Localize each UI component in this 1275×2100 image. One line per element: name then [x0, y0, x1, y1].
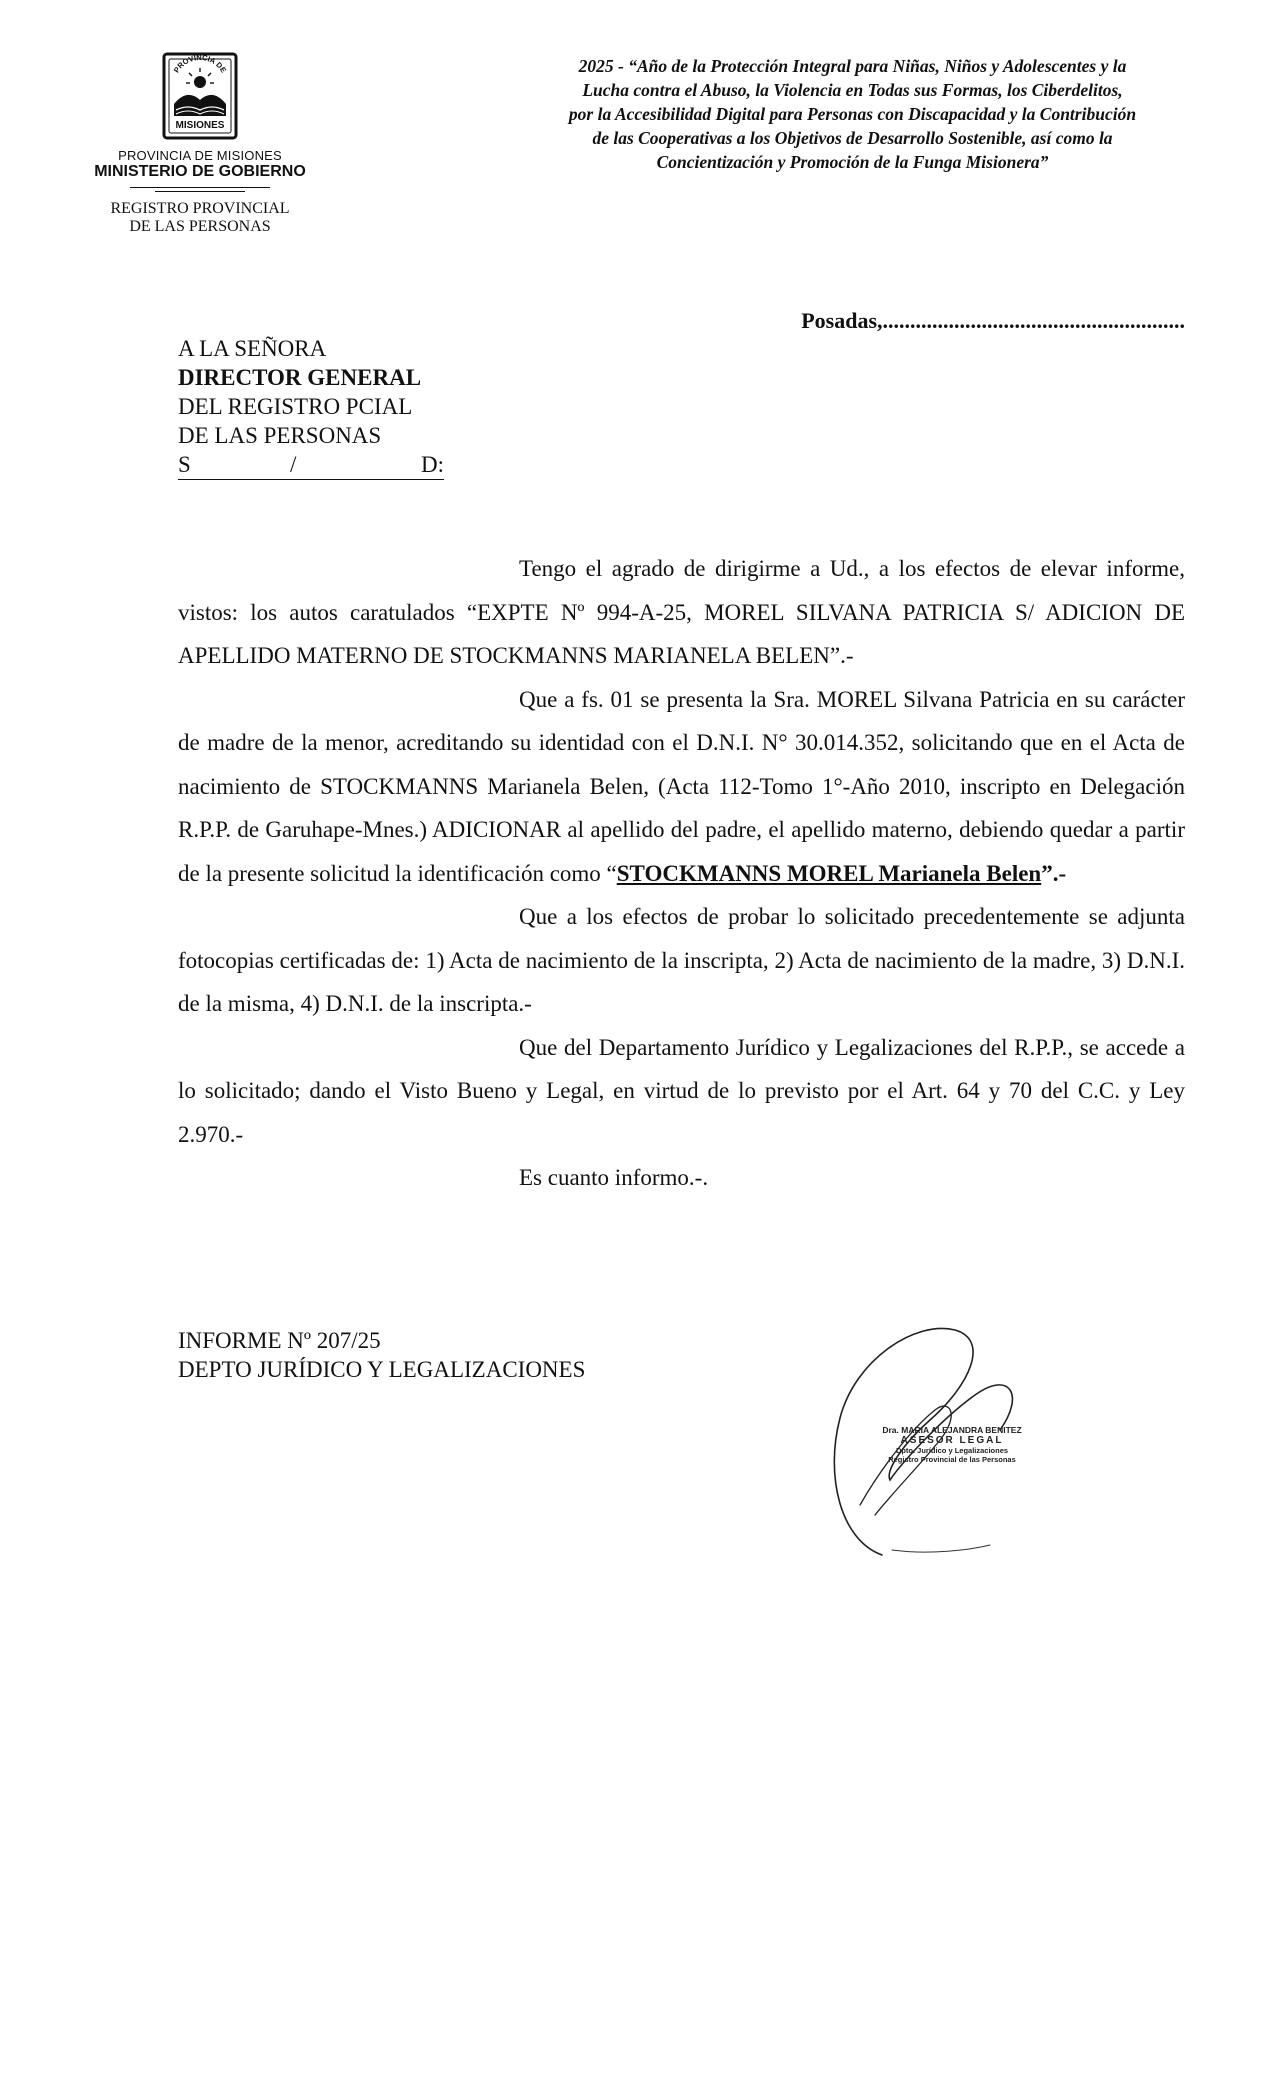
- signature-block: [820, 1300, 1060, 1565]
- letterhead-divider: [130, 187, 270, 188]
- letterhead-divider-short: [155, 191, 245, 192]
- stamp-organization: Registro Provincial de las Personas: [888, 1455, 1016, 1464]
- addressee-block: [178, 334, 444, 480]
- report-number: INFORME Nº 207/25: [178, 1328, 381, 1353]
- paragraph-closing: Es cuanto informo.-.: [519, 1165, 709, 1190]
- motto-line: Lucha contra el Abuso, la Violencia en Todas sus Formas, los Ciberdelitos,: [582, 80, 1123, 100]
- stamp-role: ASESOR LEGAL: [900, 1435, 1004, 1446]
- province-crest-icon: [150, 48, 250, 144]
- letterhead: [60, 48, 340, 236]
- motto-line: por la Accesibilidad Digital para Personas con Discapacidad y la Contribución: [568, 104, 1137, 124]
- paragraph-legal-approval: Que del Departamento Jurídico y Legalizaciones del R.P.P., se accede a lo solicitado; dando el Visto Bueno y Legal, en virtud de lo previsto por el Art. 64 y 70 del C.C. y Ley 2.970.-: [178, 1034, 1185, 1147]
- paragraph-request: [178, 678, 1185, 896]
- date-line: Posadas,.......................................................: [801, 308, 1185, 333]
- report-reference: [178, 1326, 585, 1384]
- addressee-office: DEL REGISTRO PCIAL: [178, 394, 413, 419]
- motto-line: de las Cooperativas a los Objetivos de Desarrollo Sostenible, así como la: [592, 128, 1113, 148]
- crest-text-bottom: MISIONES: [175, 120, 225, 131]
- year-motto: [480, 54, 1225, 174]
- stamp-name: Dra. MARIA ALEJANDRA BENITEZ: [882, 1425, 1022, 1435]
- sd-s: S: [178, 452, 191, 477]
- request-closing: ”.-: [1041, 860, 1067, 886]
- motto-line: Concientización y Promoción de la Funga Misionera”: [656, 152, 1049, 172]
- registry-name-line2: DE LAS PERSONAS: [129, 218, 271, 235]
- sd-d: D:: [421, 452, 444, 477]
- motto-line: 2025 - “Año de la Protección Integral para Niñas, Niños y Adolescentes y la: [578, 56, 1127, 76]
- legal-advisor-stamp: [872, 1425, 1032, 1464]
- province-name: PROVINCIA DE MISIONES: [118, 148, 282, 163]
- crest-text-top: PROVINCIA DE: [171, 52, 229, 75]
- stamp-department: Dpto. Jurídico y Legalizaciones: [895, 1446, 1009, 1455]
- paragraph-introduction: Tengo el agrado de dirigirme a Ud., a los efectos de elevar informe, vistos: los autos caratulados “EXPTE Nº 994-A-25, MOREL SILVANA PATRICIA S/ ADICION DE APELLIDO MATERNO DE STOCKMANNS MARIANELA BELEN”.-: [178, 556, 1185, 668]
- request-text: Que a fs. 01 se presenta la Sra. MOREL Silvana Patricia en su carácter de madre de la menor, acreditando su identidad con el D.N.I. N° 30.014.352, solicitando que en el Acta de nacimiento de STOCKMANNS Marianela Belen, (Acta 112-Tomo 1°-Año 2010, inscripto en Delegación R.P.P. de Garuhape-Mnes.) ADICIONAR al apellido del padre, el apellido materno, debiendo quedar a partir de la presente solicitud la identificación como “: [178, 686, 1185, 886]
- ministry-name: MINISTERIO DE GOBIERNO: [94, 163, 306, 180]
- sd-slash: /: [290, 452, 297, 477]
- new-name-emphasis: STOCKMANNS MOREL Marianela Belen: [616, 860, 1042, 886]
- su-despacho-line: [178, 450, 444, 480]
- addressee-office-cont: DE LAS PERSONAS: [178, 423, 382, 448]
- report-department: DEPTO JURÍDICO Y LEGALIZACIONES: [178, 1357, 586, 1382]
- addressee-salutation: A LA SEÑORA: [178, 336, 327, 361]
- addressee-title: DIRECTOR GENERAL: [178, 365, 422, 390]
- registry-name-line1: REGISTRO PROVINCIAL: [110, 200, 290, 217]
- paragraph-attachments: Que a los efectos de probar lo solicitado precedentemente se adjunta fotocopias certificadas de: 1) Acta de nacimiento de la inscripta, 2) Acta de nacimiento de la madre, 3) D.N.I. de la misma, 4) D.N.I. de la inscripta.-: [178, 904, 1185, 1016]
- report-body: [178, 547, 1185, 1200]
